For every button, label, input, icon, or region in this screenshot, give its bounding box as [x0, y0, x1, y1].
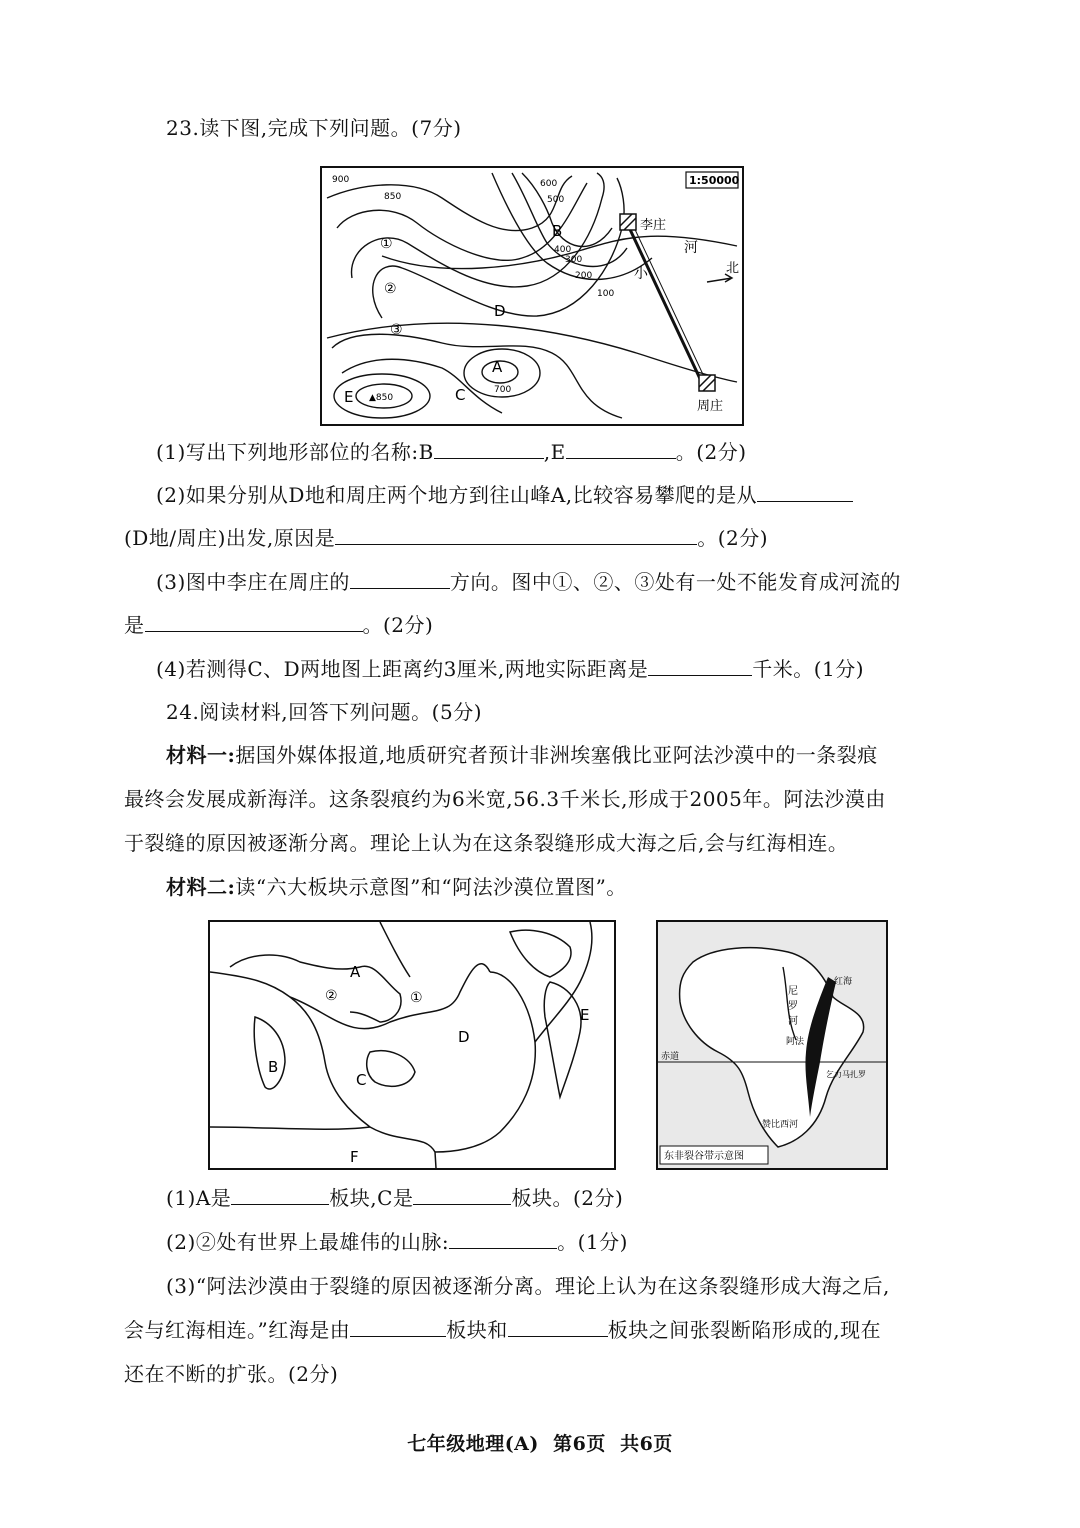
material-1-line3: 于裂缝的原因被逐渐分离。理论上认为在这条裂缝形成大海之后,会与红海相连。 — [124, 831, 849, 855]
plates-map-svg — [210, 922, 614, 1168]
label-nile-2: 罗 — [788, 1001, 798, 1012]
q24-p1-text-a: (1)A是 — [166, 1186, 232, 1210]
q23-p2-text-b: (D地/周庄)出发,原因是 — [124, 526, 336, 550]
africa-rift-map-svg — [658, 922, 886, 1168]
contour-label-300: 300 — [565, 255, 583, 265]
plates-map — [208, 920, 616, 1170]
material-2-text: 读“六大板块示意图”和“阿法沙漠位置图”。 — [235, 875, 627, 899]
label-equator: 赤道 — [661, 1052, 680, 1062]
river-char-2: 河 — [684, 240, 698, 256]
q24-part3-line3: 还在不断的扩张。(2分) — [124, 1362, 339, 1386]
contour-label-900: 900 — [332, 175, 350, 185]
plate-label-e: E — [580, 1006, 590, 1024]
material-1-text-1: 据国外媒体报道,地质研究者预计非洲埃塞俄比亚阿法沙漠中的一条裂痕 — [235, 743, 878, 767]
contour-line — [352, 173, 605, 287]
q24-part2 — [166, 1228, 628, 1256]
point-c: C — [455, 386, 466, 404]
q24-p1-text-b: 板块,C是 — [329, 1186, 414, 1210]
q23-p1-text-c: 。(2分) — [675, 440, 747, 464]
place-zhouzhuang: 周庄 — [697, 399, 724, 414]
q23-p3-text-c: 是 — [124, 613, 145, 637]
q23-part3-line1 — [156, 568, 901, 596]
answer-blank-no-river[interactable] — [145, 611, 363, 632]
contour-line — [332, 334, 622, 418]
contour-map — [320, 166, 744, 426]
material-2-label: 材料二: — [166, 875, 236, 899]
label-lake: 乞力马扎罗 — [826, 1070, 866, 1079]
north-label: 北 — [726, 261, 740, 276]
answer-blank-b[interactable] — [434, 438, 544, 459]
label-nile-1: 尼 — [788, 986, 798, 997]
q24-p3-text-b: 板块和 — [446, 1318, 508, 1342]
q23-part3-line2 — [124, 611, 433, 639]
q23-part2-line2 — [124, 524, 768, 552]
material-2-line — [166, 873, 627, 901]
point-a: A — [492, 358, 503, 376]
plate-label-b: B — [268, 1058, 279, 1076]
plates-circled-2: ② — [325, 988, 338, 1004]
q23-p3-text-d: 。(2分) — [362, 613, 434, 637]
q24-p2-text-a: (2)②处有世界上最雄伟的山脉: — [166, 1230, 450, 1254]
contour-label-500: 500 — [547, 195, 565, 205]
q23-part1 — [156, 438, 747, 466]
coastline — [510, 930, 571, 977]
q24-p1-text-c: 板块。(2分) — [511, 1186, 624, 1210]
point-e: E — [344, 388, 354, 406]
q23-p1-text-b: ,E — [543, 440, 566, 464]
scale-text: 1:50000 — [689, 174, 740, 187]
contour-label-400: 400 — [554, 245, 572, 255]
answer-blank-plate-1[interactable] — [350, 1316, 446, 1337]
q23-p4-text-a: (4)若测得C、D两地图上距离约3厘米,两地实际距离是 — [156, 657, 649, 681]
straight-line — [327, 323, 737, 382]
q23-header: 23.读下图,完成下列问题。(7分) — [166, 116, 462, 140]
q24-part3-line2 — [124, 1316, 881, 1344]
zhouzhuang-marker — [699, 375, 715, 391]
africa-rift-map — [656, 920, 888, 1170]
label-nile-3: 河 — [788, 1016, 798, 1027]
coastline — [254, 1017, 285, 1089]
page-footer: 七年级地理(A) 第6页 共6页 — [407, 1433, 673, 1455]
plate-boundary — [380, 922, 410, 977]
plate-label-d: D — [458, 1028, 470, 1046]
answer-blank-plate-a[interactable] — [231, 1184, 329, 1205]
answer-blank-distance[interactable] — [648, 655, 752, 676]
answer-blank-mountain[interactable] — [449, 1228, 557, 1249]
q24-header: 24.阅读材料,回答下列问题。(5分) — [166, 700, 482, 724]
material-1-line2: 最终会发展成新海洋。这条裂痕约为6米宽,56.3千米长,形成于2005年。阿法沙漠由 — [124, 787, 886, 811]
contour-line — [327, 176, 572, 231]
answer-blank-direction[interactable] — [350, 568, 450, 589]
circled-1: ① — [380, 236, 393, 252]
plate-boundary — [210, 1127, 370, 1129]
q24-p2-text-b: 。(1分) — [557, 1230, 628, 1254]
contour-label-200: 200 — [575, 271, 593, 281]
q23-p3-text-a: (3)图中李庄在周庄的 — [156, 570, 350, 594]
plate-label-a: A — [350, 963, 361, 981]
q24-p3-text-a: 会与红海相连。”红海是由 — [124, 1318, 351, 1342]
circled-2: ② — [384, 281, 397, 297]
q24-p3-text-c: 板块之间张裂断陷形成的,现在 — [607, 1318, 882, 1342]
q23-part4 — [156, 655, 864, 683]
answer-blank-plate-2[interactable] — [508, 1316, 608, 1337]
place-lizhuang: 李庄 — [640, 218, 667, 233]
q23-p1-text-a: (1)写出下列地形部位的名称:B — [156, 440, 434, 464]
answer-blank-plate-c[interactable] — [413, 1184, 511, 1205]
coastline — [544, 982, 581, 1097]
contour-label-850: 850 — [384, 192, 402, 202]
plate-boundary — [435, 972, 535, 1152]
q24-part3-line1: (3)“阿法沙漠由于裂缝的原因被逐渐分离。理论上认为在这条裂缝形成大海之后, — [166, 1274, 890, 1298]
coastline — [367, 1051, 415, 1087]
river-char-1: 小 — [634, 266, 648, 282]
material-1-label: 材料一: — [166, 743, 236, 767]
answer-blank-start[interactable] — [757, 481, 853, 502]
plate-boundary — [535, 922, 592, 1042]
plates-circled-1: ① — [410, 990, 423, 1006]
plate-label-f: F — [350, 1148, 359, 1166]
coastline — [230, 955, 401, 1022]
q24-part1 — [166, 1184, 623, 1212]
label-afar: 阿法 — [786, 1037, 805, 1047]
point-d: D — [494, 302, 506, 320]
answer-blank-reason[interactable] — [335, 524, 697, 545]
plate-boundary — [210, 972, 436, 1168]
q23-part2-line1 — [156, 481, 853, 509]
contour-label-600: 600 — [540, 179, 558, 189]
point-b: B — [552, 222, 563, 240]
contour-label-100: 100 — [597, 289, 615, 299]
q23-p3-text-b: 方向。图中①、②、③处有一处不能发育成河流的 — [449, 570, 901, 594]
q23-p2-text-a: (2)如果分别从D地和周庄两个地方到往山峰A,比较容易攀爬的是从 — [156, 483, 758, 507]
label-red-sea: 红海 — [834, 977, 853, 987]
answer-blank-e[interactable] — [566, 438, 676, 459]
q23-p4-text-b: 千米。(1分) — [752, 657, 865, 681]
label-zambezi: 赞比西河 — [762, 1120, 799, 1130]
q23-p2-text-c: 。(2分) — [697, 526, 769, 550]
material-1-line1 — [166, 741, 878, 769]
plate-label-c: C — [356, 1071, 367, 1089]
africa-map-caption: 东非裂谷带示意图 — [664, 1151, 744, 1162]
summit-label: ▲850 — [369, 393, 394, 403]
contour-label-700: 700 — [494, 385, 512, 395]
contour-map-svg — [322, 168, 742, 424]
circled-3: ③ — [390, 322, 403, 338]
lizhuang-marker — [620, 214, 636, 230]
